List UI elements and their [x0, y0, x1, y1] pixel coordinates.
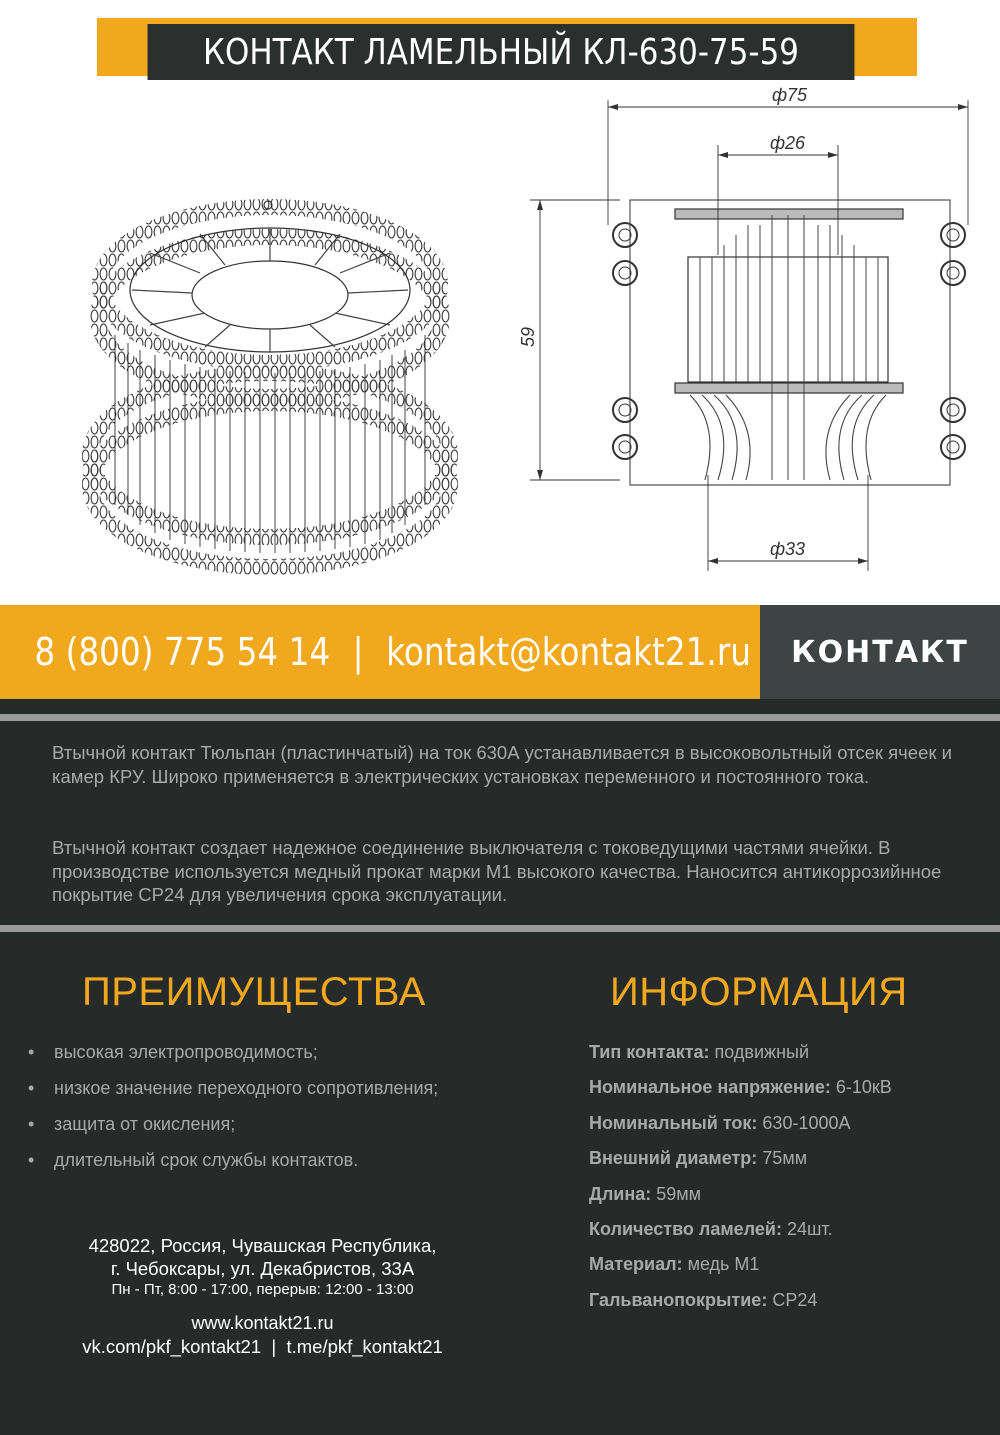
logo — [760, 605, 1000, 699]
list-item: • длительный срок службы контактов. — [28, 1150, 359, 1170]
divider-middle — [0, 925, 1000, 932]
phone-link[interactable]: 8 (800) 775 54 14 — [34, 630, 331, 674]
contact-bar — [0, 605, 760, 699]
info-row: Материал: медь М1 — [589, 1254, 760, 1275]
dim-outer-label: ф75 — [772, 85, 808, 105]
info-row: Номинальный ток: 630-1000А — [589, 1112, 851, 1133]
info-row: Длина: 59мм — [589, 1183, 701, 1204]
address-line-2: г. Чебоксары, ул. Декабристов, 33А — [110, 1258, 415, 1279]
description-paragraph-2: Втычной контакт создает надежное соединение выключателя с токоведущими частями ячейки. В производстве используется медный прокат марки М1 высокого качества. Наносится антикоррозийнное покрытие СР24 для увеличения срока эксплуатации. — [52, 837, 942, 905]
section-view — [530, 100, 968, 571]
email-link[interactable]: kontakt@kontakt21.ru — [386, 630, 751, 674]
advantages-heading: ПРЕИМУЩЕСТВА — [82, 970, 426, 1014]
info-row: Внешний диаметр: 75мм — [589, 1148, 808, 1169]
list-item: • низкое значение переходного сопротивления; — [28, 1078, 439, 1098]
dim-inner-label: ф26 — [770, 133, 806, 153]
address-line-1: 428022, Россия, Чувашская Республика, — [88, 1235, 437, 1256]
description-paragraph-1: Втычной контакт Тюльпан (пластинчатый) на ток 630А устанавливается в высоковольтный отсек ячеек и камер КРУ. Широко применяется в электрических установках переменного и постоянного тока. — [52, 742, 952, 787]
dim-bottom-label: ф33 — [770, 539, 806, 559]
dim-height-label: 59 — [518, 326, 538, 347]
social-links[interactable]: vk.com/pkf_kontakt21 | t.me/pkf_kontakt21 — [82, 1336, 443, 1357]
work-hours: Пн - Пт, 8:00 - 17:00, перерыв: 12:00 - 13:00 — [111, 1281, 414, 1298]
advantages-list — [28, 1040, 438, 1184]
website-link[interactable]: www.kontakt21.ru — [191, 1313, 334, 1333]
info-row: Гальванопокрытие: СР24 — [589, 1289, 818, 1310]
divider-top — [0, 714, 1000, 721]
contact-separator: | — [352, 630, 364, 674]
list-item: • защита от окисления; — [28, 1114, 236, 1134]
info-row: Номинальное напряжение: 6-10кВ — [589, 1077, 892, 1098]
logo-text: КОНТАКТ — [791, 634, 969, 670]
info-row: Количество ламелей: 24шт. — [589, 1218, 833, 1239]
page-title — [148, 24, 855, 80]
list-item: • высокая электропроводимость; — [28, 1042, 318, 1062]
page-title-text: КОНТАКТ ЛАМЕЛЬНЫЙ КЛ-630-75-59 — [203, 31, 799, 73]
isometric-view — [90, 201, 450, 567]
info-row: Тип контакта: подвижный — [589, 1042, 810, 1062]
technical-drawing — [0, 85, 1000, 605]
info-list — [589, 1040, 892, 1323]
info-heading: ИНФОРМАЦИЯ — [610, 970, 908, 1014]
